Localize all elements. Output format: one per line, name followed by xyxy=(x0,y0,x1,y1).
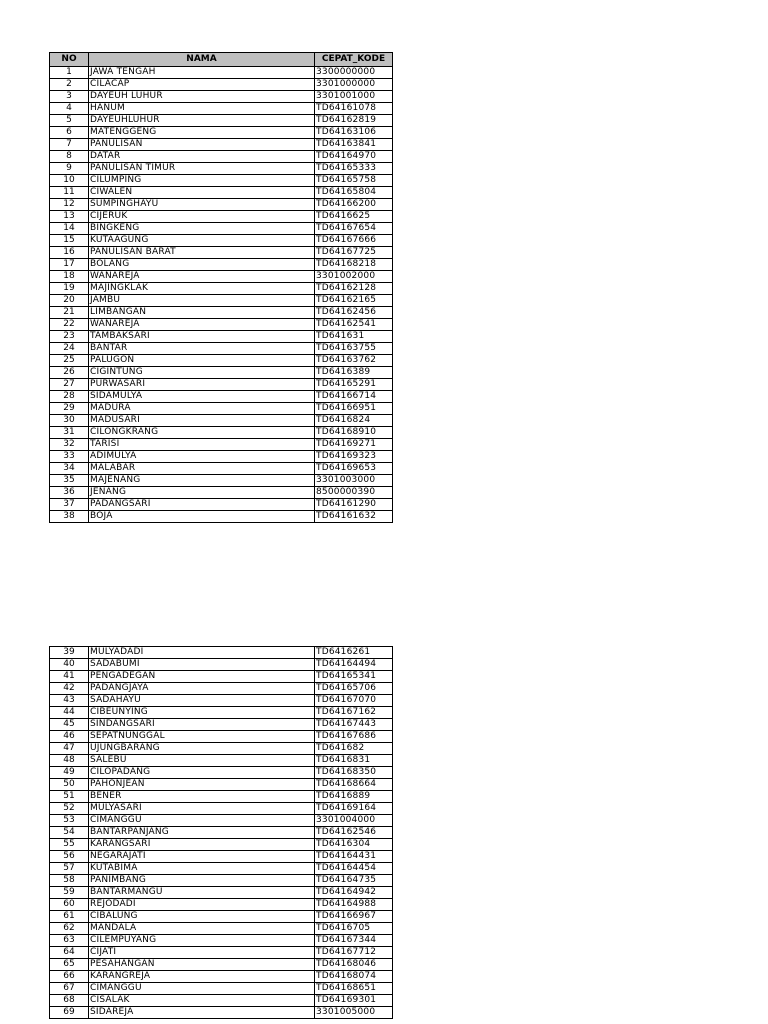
row-no: 42 xyxy=(50,683,89,695)
row-nama: JAWA TENGAH xyxy=(89,67,315,79)
row-no: 58 xyxy=(50,875,89,887)
row-cepat-kode: TD64169301 xyxy=(315,995,393,1007)
row-no: 53 xyxy=(50,815,89,827)
row-nama: CILUMPING xyxy=(89,175,315,187)
row-nama: DAYEUH LUHUR xyxy=(89,91,315,103)
row-nama: CIBEUNYING xyxy=(89,707,315,719)
table-row xyxy=(50,439,393,451)
row-no: 23 xyxy=(50,331,89,343)
row-no: 63 xyxy=(50,935,89,947)
table-row xyxy=(50,935,393,947)
row-nama: ADIMULYA xyxy=(89,451,315,463)
row-no: 35 xyxy=(50,475,89,487)
row-cepat-kode: TD64162165 xyxy=(315,295,393,307)
row-nama: BANTARPANJANG xyxy=(89,827,315,839)
row-no: 31 xyxy=(50,427,89,439)
table-row xyxy=(50,115,393,127)
row-no: 69 xyxy=(50,1007,89,1019)
row-cepat-kode: TD64166967 xyxy=(315,911,393,923)
row-cepat-kode: TD64162456 xyxy=(315,307,393,319)
row-nama: CIJERUK xyxy=(89,211,315,223)
table-row xyxy=(50,463,393,475)
row-cepat-kode: TD64167666 xyxy=(315,235,393,247)
row-nama: CILEMPUYANG xyxy=(89,935,315,947)
table-row xyxy=(50,127,393,139)
row-no: 65 xyxy=(50,959,89,971)
row-no: 56 xyxy=(50,851,89,863)
row-nama: SIDAREJA xyxy=(89,1007,315,1019)
row-cepat-kode: TD64162546 xyxy=(315,827,393,839)
row-nama: CIMANGGU xyxy=(89,815,315,827)
row-cepat-kode: TD64169323 xyxy=(315,451,393,463)
row-no: 3 xyxy=(50,91,89,103)
row-no: 54 xyxy=(50,827,89,839)
row-cepat-kode: TD6416389 xyxy=(315,367,393,379)
table-row xyxy=(50,295,393,307)
row-no: 61 xyxy=(50,911,89,923)
row-cepat-kode: TD6416625 xyxy=(315,211,393,223)
table-row xyxy=(50,247,393,259)
row-nama: JAMBU xyxy=(89,295,315,307)
row-no: 68 xyxy=(50,995,89,1007)
table-row xyxy=(50,163,393,175)
table-header-row xyxy=(50,53,393,67)
table-row xyxy=(50,67,393,79)
row-nama: PENGADEGAN xyxy=(89,671,315,683)
row-no: 30 xyxy=(50,415,89,427)
row-nama: TAMBAKSARI xyxy=(89,331,315,343)
row-no: 60 xyxy=(50,899,89,911)
row-nama: DAYEUHLUHUR xyxy=(89,115,315,127)
row-nama: SALEBU xyxy=(89,755,315,767)
row-cepat-kode: TD64162128 xyxy=(315,283,393,295)
table-row xyxy=(50,391,393,403)
row-nama: PANIMBANG xyxy=(89,875,315,887)
row-cepat-kode: TD64165333 xyxy=(315,163,393,175)
row-cepat-kode: TD64161632 xyxy=(315,511,393,523)
row-no: 21 xyxy=(50,307,89,319)
row-nama: CILACAP xyxy=(89,79,315,91)
row-no: 47 xyxy=(50,743,89,755)
row-nama: NEGARAJATI xyxy=(89,851,315,863)
table-row xyxy=(50,899,393,911)
row-cepat-kode: TD64164942 xyxy=(315,887,393,899)
row-cepat-kode: TD64168046 xyxy=(315,959,393,971)
table-row xyxy=(50,887,393,899)
row-nama: MAJINGKLAK xyxy=(89,283,315,295)
table-row xyxy=(50,815,393,827)
header-nama: NAMA xyxy=(89,53,315,67)
row-no: 45 xyxy=(50,719,89,731)
row-no: 66 xyxy=(50,971,89,983)
row-no: 12 xyxy=(50,199,89,211)
row-nama: SADABUMI xyxy=(89,659,315,671)
row-cepat-kode: TD64169653 xyxy=(315,463,393,475)
row-cepat-kode: TD6416831 xyxy=(315,755,393,767)
row-cepat-kode: TD64164454 xyxy=(315,863,393,875)
row-no: 41 xyxy=(50,671,89,683)
row-cepat-kode: TD64167712 xyxy=(315,947,393,959)
table-row xyxy=(50,211,393,223)
table-row xyxy=(50,139,393,151)
row-no: 62 xyxy=(50,923,89,935)
row-nama: LIMBANGAN xyxy=(89,307,315,319)
table-row xyxy=(50,707,393,719)
row-cepat-kode: TD64169271 xyxy=(315,439,393,451)
row-cepat-kode: TD64163762 xyxy=(315,355,393,367)
row-no: 22 xyxy=(50,319,89,331)
row-nama: MALABAR xyxy=(89,463,315,475)
table-row xyxy=(50,151,393,163)
row-nama: MULYADADI xyxy=(89,647,315,659)
row-cepat-kode: TD64162819 xyxy=(315,115,393,127)
row-cepat-kode: TD6416705 xyxy=(315,923,393,935)
row-no: 6 xyxy=(50,127,89,139)
row-cepat-kode: 3301004000 xyxy=(315,815,393,827)
row-nama: CIMANGGU xyxy=(89,983,315,995)
row-nama: MULYASARI xyxy=(89,803,315,815)
row-nama: CIBALUNG xyxy=(89,911,315,923)
row-nama: PANULISAN xyxy=(89,139,315,151)
table-row xyxy=(50,923,393,935)
table-row xyxy=(50,403,393,415)
row-cepat-kode: TD64164431 xyxy=(315,851,393,863)
row-no: 8 xyxy=(50,151,89,163)
row-nama: WANAREJA xyxy=(89,271,315,283)
row-nama: BANTARMANGU xyxy=(89,887,315,899)
table-row xyxy=(50,779,393,791)
table-row xyxy=(50,743,393,755)
row-no: 2 xyxy=(50,79,89,91)
row-cepat-kode: TD64165758 xyxy=(315,175,393,187)
row-cepat-kode: TD64167443 xyxy=(315,719,393,731)
table-row xyxy=(50,851,393,863)
row-cepat-kode: TD64161078 xyxy=(315,103,393,115)
row-cepat-kode: TD64167654 xyxy=(315,223,393,235)
row-no: 55 xyxy=(50,839,89,851)
row-cepat-kode: 3301005000 xyxy=(315,1007,393,1019)
row-nama: BINGKENG xyxy=(89,223,315,235)
row-no: 25 xyxy=(50,355,89,367)
table-row xyxy=(50,755,393,767)
row-cepat-kode: TD64168910 xyxy=(315,427,393,439)
row-nama: SEPATNUNGGAL xyxy=(89,731,315,743)
row-nama: KARANGSARI xyxy=(89,839,315,851)
row-no: 39 xyxy=(50,647,89,659)
row-cepat-kode: TD64163755 xyxy=(315,343,393,355)
row-cepat-kode: TD64165341 xyxy=(315,671,393,683)
row-no: 17 xyxy=(50,259,89,271)
row-cepat-kode: TD64164988 xyxy=(315,899,393,911)
row-nama: CIWALEN xyxy=(89,187,315,199)
row-cepat-kode: TD64169164 xyxy=(315,803,393,815)
row-no: 26 xyxy=(50,367,89,379)
table-row xyxy=(50,343,393,355)
row-cepat-kode: TD64167070 xyxy=(315,695,393,707)
table-row xyxy=(50,427,393,439)
row-cepat-kode: TD64167725 xyxy=(315,247,393,259)
row-cepat-kode: TD64164735 xyxy=(315,875,393,887)
table-row xyxy=(50,971,393,983)
row-nama: CISALAK xyxy=(89,995,315,1007)
table-row xyxy=(50,271,393,283)
row-nama: MATENGGENG xyxy=(89,127,315,139)
table-body-2 xyxy=(50,647,393,1019)
header-no: NO xyxy=(50,53,89,67)
table-row xyxy=(50,283,393,295)
row-nama: BENER xyxy=(89,791,315,803)
row-no: 52 xyxy=(50,803,89,815)
table-row xyxy=(50,719,393,731)
row-no: 64 xyxy=(50,947,89,959)
row-cepat-kode: TD64168664 xyxy=(315,779,393,791)
row-cepat-kode: TD64164970 xyxy=(315,151,393,163)
table-row xyxy=(50,863,393,875)
row-nama: PANULISAN TIMUR xyxy=(89,163,315,175)
table-row xyxy=(50,983,393,995)
table-row xyxy=(50,695,393,707)
table-row xyxy=(50,259,393,271)
table-row xyxy=(50,103,393,115)
row-no: 27 xyxy=(50,379,89,391)
row-no: 51 xyxy=(50,791,89,803)
table-row xyxy=(50,379,393,391)
row-cepat-kode: TD64168350 xyxy=(315,767,393,779)
row-no: 40 xyxy=(50,659,89,671)
row-no: 33 xyxy=(50,451,89,463)
table-row xyxy=(50,767,393,779)
table-row xyxy=(50,223,393,235)
row-no: 14 xyxy=(50,223,89,235)
row-nama: TARISI xyxy=(89,439,315,451)
table-row xyxy=(50,415,393,427)
row-cepat-kode: TD64167162 xyxy=(315,707,393,719)
row-cepat-kode: TD64168074 xyxy=(315,971,393,983)
row-no: 9 xyxy=(50,163,89,175)
row-cepat-kode: TD64163841 xyxy=(315,139,393,151)
row-cepat-kode: 3301002000 xyxy=(315,271,393,283)
table-row xyxy=(50,827,393,839)
table-body-1 xyxy=(50,67,393,523)
table-row xyxy=(50,199,393,211)
row-nama: MAJENANG xyxy=(89,475,315,487)
row-cepat-kode: TD64168218 xyxy=(315,259,393,271)
table-row xyxy=(50,995,393,1007)
table-row xyxy=(50,959,393,971)
data-table-1 xyxy=(49,52,393,523)
table-row xyxy=(50,487,393,499)
row-cepat-kode: 3301003000 xyxy=(315,475,393,487)
row-no: 38 xyxy=(50,511,89,523)
row-cepat-kode: 8500000390 xyxy=(315,487,393,499)
row-no: 37 xyxy=(50,499,89,511)
table-row xyxy=(50,1007,393,1019)
row-cepat-kode: TD6416824 xyxy=(315,415,393,427)
row-nama: BOLANG xyxy=(89,259,315,271)
table-row xyxy=(50,839,393,851)
row-nama: CILOPADANG xyxy=(89,767,315,779)
row-nama: MADUSARI xyxy=(89,415,315,427)
table-row xyxy=(50,803,393,815)
row-no: 59 xyxy=(50,887,89,899)
row-cepat-kode: TD64162541 xyxy=(315,319,393,331)
row-cepat-kode: TD6416889 xyxy=(315,791,393,803)
row-nama: MADURA xyxy=(89,403,315,415)
row-nama: PURWASARI xyxy=(89,379,315,391)
row-no: 57 xyxy=(50,863,89,875)
row-nama: SIDAMULYA xyxy=(89,391,315,403)
row-no: 67 xyxy=(50,983,89,995)
row-no: 48 xyxy=(50,755,89,767)
row-cepat-kode: TD64163106 xyxy=(315,127,393,139)
row-no: 19 xyxy=(50,283,89,295)
table-row xyxy=(50,319,393,331)
row-no: 4 xyxy=(50,103,89,115)
row-no: 50 xyxy=(50,779,89,791)
table-row xyxy=(50,79,393,91)
row-nama: KUTABIMA xyxy=(89,863,315,875)
row-nama: REJODADI xyxy=(89,899,315,911)
row-cepat-kode: TD64167344 xyxy=(315,935,393,947)
row-cepat-kode: TD641631 xyxy=(315,331,393,343)
table-row xyxy=(50,647,393,659)
row-nama: KARANGREJA xyxy=(89,971,315,983)
row-no: 16 xyxy=(50,247,89,259)
table-row xyxy=(50,307,393,319)
table-row xyxy=(50,367,393,379)
table-row xyxy=(50,671,393,683)
table-row xyxy=(50,947,393,959)
row-cepat-kode: TD6416261 xyxy=(315,647,393,659)
table-row xyxy=(50,511,393,523)
row-no: 24 xyxy=(50,343,89,355)
row-no: 18 xyxy=(50,271,89,283)
row-nama: PAHONJEAN xyxy=(89,779,315,791)
row-nama: PESAHANGAN xyxy=(89,959,315,971)
row-cepat-kode: TD64161290 xyxy=(315,499,393,511)
row-nama: SINDANGSARI xyxy=(89,719,315,731)
row-nama: WANAREJA xyxy=(89,319,315,331)
row-nama: CILONGKRANG xyxy=(89,427,315,439)
table-row xyxy=(50,451,393,463)
table-row xyxy=(50,791,393,803)
table-row xyxy=(50,331,393,343)
row-cepat-kode: 3301001000 xyxy=(315,91,393,103)
row-nama: BANTAR xyxy=(89,343,315,355)
row-cepat-kode: TD64165804 xyxy=(315,187,393,199)
row-no: 46 xyxy=(50,731,89,743)
row-cepat-kode: TD64165706 xyxy=(315,683,393,695)
row-nama: PALUGON xyxy=(89,355,315,367)
row-cepat-kode: TD64167686 xyxy=(315,731,393,743)
row-no: 1 xyxy=(50,67,89,79)
row-no: 10 xyxy=(50,175,89,187)
table-row xyxy=(50,659,393,671)
row-nama: SADAHAYU xyxy=(89,695,315,707)
row-no: 29 xyxy=(50,403,89,415)
row-no: 43 xyxy=(50,695,89,707)
row-cepat-kode: 3300000000 xyxy=(315,67,393,79)
row-cepat-kode: TD6416304 xyxy=(315,839,393,851)
table-row xyxy=(50,91,393,103)
row-nama: PADANGJAYA xyxy=(89,683,315,695)
data-table-2 xyxy=(49,646,393,1019)
row-no: 20 xyxy=(50,295,89,307)
row-nama: HANUM xyxy=(89,103,315,115)
row-no: 15 xyxy=(50,235,89,247)
row-cepat-kode: 3301000000 xyxy=(315,79,393,91)
row-nama: MANDALA xyxy=(89,923,315,935)
row-nama: PANULISAN BARAT xyxy=(89,247,315,259)
row-cepat-kode: TD64164494 xyxy=(315,659,393,671)
table-row xyxy=(50,875,393,887)
table-row xyxy=(50,175,393,187)
row-cepat-kode: TD64166951 xyxy=(315,403,393,415)
row-no: 44 xyxy=(50,707,89,719)
row-no: 49 xyxy=(50,767,89,779)
row-cepat-kode: TD641682 xyxy=(315,743,393,755)
table-row xyxy=(50,911,393,923)
table-row xyxy=(50,731,393,743)
row-no: 28 xyxy=(50,391,89,403)
header-cepat-kode: CEPAT_KODE xyxy=(315,53,393,67)
table-row xyxy=(50,235,393,247)
row-nama: KUTAAGUNG xyxy=(89,235,315,247)
row-nama: SUMPINGHAYU xyxy=(89,199,315,211)
row-nama: UJUNGBARANG xyxy=(89,743,315,755)
row-nama: JENANG xyxy=(89,487,315,499)
table-row xyxy=(50,683,393,695)
row-no: 13 xyxy=(50,211,89,223)
row-nama: DATAR xyxy=(89,151,315,163)
table-row xyxy=(50,475,393,487)
row-no: 11 xyxy=(50,187,89,199)
row-nama: CIJATI xyxy=(89,947,315,959)
table-row xyxy=(50,499,393,511)
row-cepat-kode: TD64166200 xyxy=(315,199,393,211)
row-no: 32 xyxy=(50,439,89,451)
table-row xyxy=(50,187,393,199)
row-no: 7 xyxy=(50,139,89,151)
row-no: 36 xyxy=(50,487,89,499)
row-cepat-kode: TD64165291 xyxy=(315,379,393,391)
row-cepat-kode: TD64166714 xyxy=(315,391,393,403)
row-nama: CIGINTUNG xyxy=(89,367,315,379)
row-no: 34 xyxy=(50,463,89,475)
row-cepat-kode: TD64168651 xyxy=(315,983,393,995)
table-row xyxy=(50,355,393,367)
row-nama: PADANGSARI xyxy=(89,499,315,511)
row-no: 5 xyxy=(50,115,89,127)
row-nama: BOJA xyxy=(89,511,315,523)
